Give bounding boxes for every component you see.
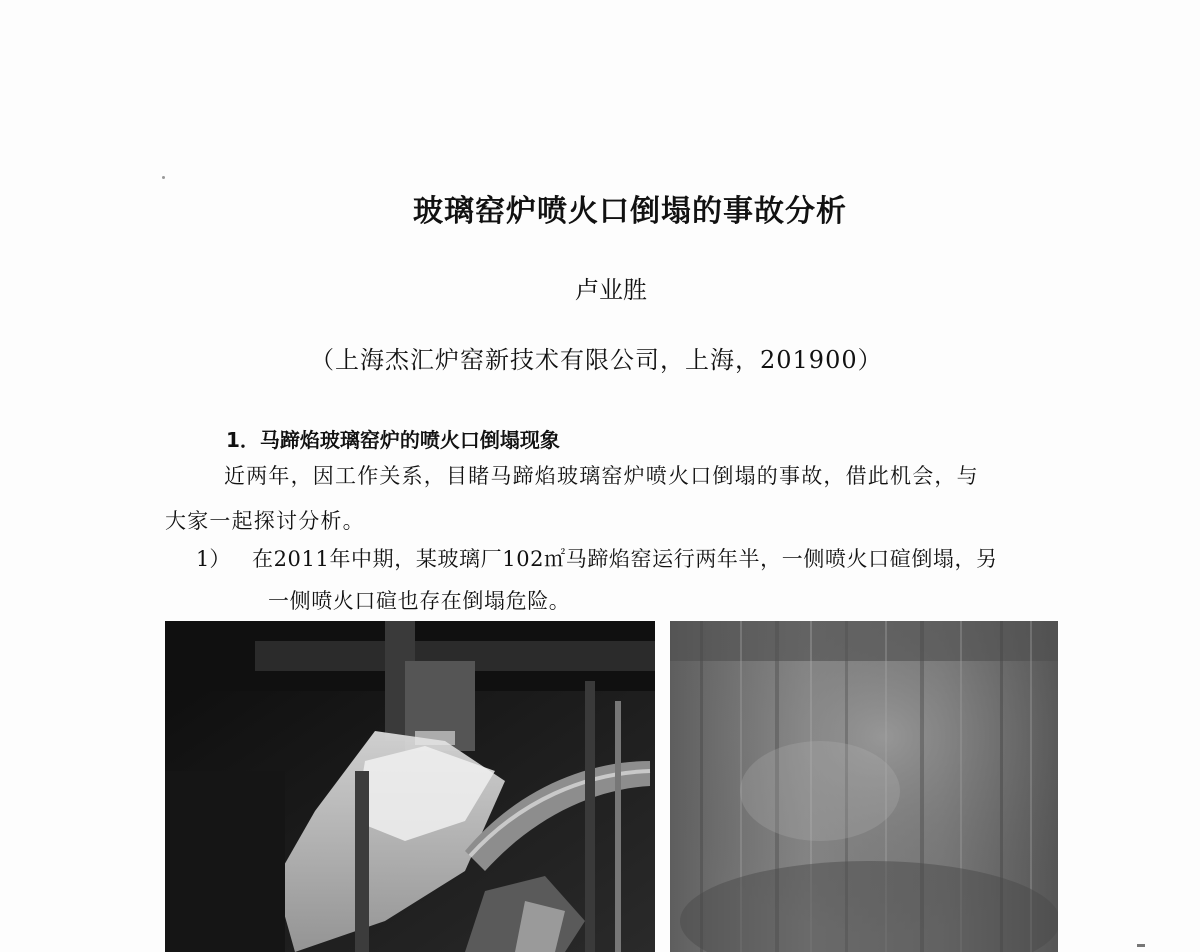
left-photo-image (165, 621, 655, 952)
left-photo (165, 621, 655, 952)
scan-speck (162, 176, 165, 179)
list-item-text: 一侧喷火口碹也存在倒塌危险。 (268, 589, 571, 613)
page-title: 玻璃窑炉喷火口倒塌的事故分析 (413, 194, 847, 229)
right-photo (670, 621, 1058, 952)
scan-speck (1137, 944, 1145, 947)
paragraph-line: 大家一起探讨分析。 (165, 509, 365, 533)
right-photo-image (670, 621, 1058, 952)
author-name: 卢业胜 (575, 276, 647, 304)
list-item-text: 在2011年中期，某玻璃厂102㎡马蹄焰窑运行两年半，一侧喷火口碹倒塌，另 (252, 547, 998, 571)
section-heading: 1．马蹄焰玻璃窑炉的喷火口倒塌现象 (226, 428, 560, 452)
author-affiliation: （上海杰汇炉窑新技术有限公司，上海，201900） (310, 346, 883, 374)
list-item-number: 1） (196, 547, 231, 571)
paragraph-line: 近两年，因工作关系，目睹马蹄焰玻璃窑炉喷火口倒塌的事故，借此机会，与 (224, 464, 979, 488)
